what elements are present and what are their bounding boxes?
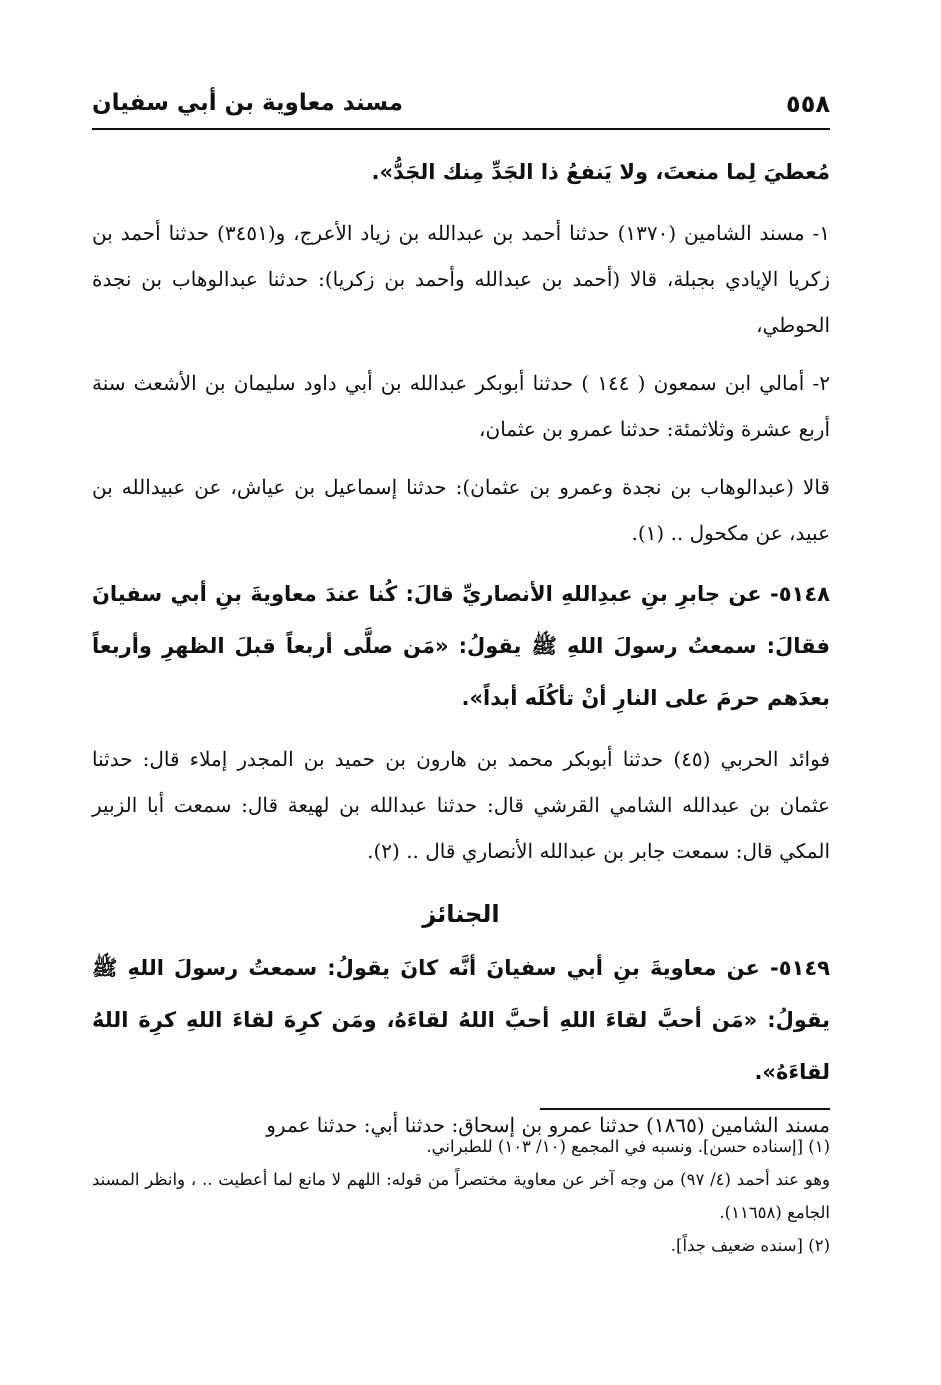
running-title: مسند معاوية بن أبي سفيان bbox=[92, 90, 404, 116]
hadith-5149: ٥١٤٩- عن معاويةَ بنِ أبي سفيانَ أنَّه كانَ يقولُ: سمعتُ رسولَ اللهِ ﷺ يقولُ: «مَن أحبَّ لقاءَ اللهِ أحبَّ اللهُ لقاءَهُ، ومَن كرِهَ لقاءَ اللهِ كرِهَ اللهُ لقاءَهُ». bbox=[92, 956, 830, 1084]
footnotes bbox=[92, 1130, 830, 1262]
running-header bbox=[92, 88, 830, 130]
footnote-1: (١) [إسناده حسن]. ونسبه في المجمع (١٠/ ١٠٣) للطبراني. bbox=[426, 1137, 830, 1156]
footnote-1-continuation: وهو عند أحمد (٤/ ٩٧) من وجه آخر عن معاوية مختصراً من قوله: اللهم لا مانع لما أعطيت .. ، وانظر المسند الجامع (١١٦٥٨). bbox=[92, 1170, 830, 1222]
source-paragraph-2: ٢- أمالي ابن سمعون ( ١٤٤ ) حدثنا أبوبكر عبدالله بن أبي داود سليمان بن الأشعث سنة أربع عشرة وثلاثمئة: حدثنا عمرو بن عثمان، bbox=[92, 371, 830, 441]
section-heading: الجنائز bbox=[422, 900, 500, 928]
main-text bbox=[92, 146, 830, 1148]
source-paragraph-4: فوائد الحربي (٤٥) حدثنا أبوبكر محمد بن هارون بن حميد بن المجدر إملاء قال: حدثنا عثمان بن عبدالله الشامي القرشي قال: حدثنا عبدالله بن لهيعة قال: سمعت أبا الزبير المكي قال: سمعت جابر بن عبدالله الأنصاري قال .. (٢). bbox=[92, 747, 830, 863]
source-paragraph-3: قالا (عبدالوهاب بن نجدة وعمرو بن عثمان): حدثنا إسماعيل بن عياش، عن عبيدالله بن عبيد، عن مكحول .. (١). bbox=[92, 475, 830, 545]
page-number: ٥٥٨ bbox=[786, 90, 830, 118]
footnote-divider bbox=[540, 1108, 830, 1110]
source-paragraph-5: مسند الشامين (١٨٦٥) حدثنا عمرو بن إسحاق: حدثنا أبي: حدثنا عمرو bbox=[266, 1113, 830, 1137]
hadith-5148: ٥١٤٨- عن جابرِ بنِ عبدِاللهِ الأنصاريِّ قالَ: كُنا عندَ معاويةَ بنِ أبي سفيانَ فقالَ: سمعتُ رسولَ اللهِ ﷺ يقولُ: «مَن صلَّى أربعاً قبلَ الظهرِ وأربعاً بعدَهم حرمَ على النارِ أنْ تأكُلَه أبداً». bbox=[92, 582, 830, 710]
hadith-continuation: مُعطيَ لِما منعتَ، ولا يَنفعُ ذا الجَدِّ مِنك الجَدُّ». bbox=[371, 160, 830, 184]
footnote-2: (٢) [سنده ضعيف جداً]. bbox=[670, 1236, 830, 1255]
source-paragraph-1: ١- مسند الشامين (١٣٧٠) حدثنا أحمد بن عبدالله بن زياد الأعرج، و(٣٤٥١) حدثنا أحمد بن زكريا الإيادي بجبلة، قالا (أحمد بن عبدالله وأحمد بن زكريا): حدثنا عبدالوهاب بن نجدة الحوطي، bbox=[92, 221, 831, 337]
